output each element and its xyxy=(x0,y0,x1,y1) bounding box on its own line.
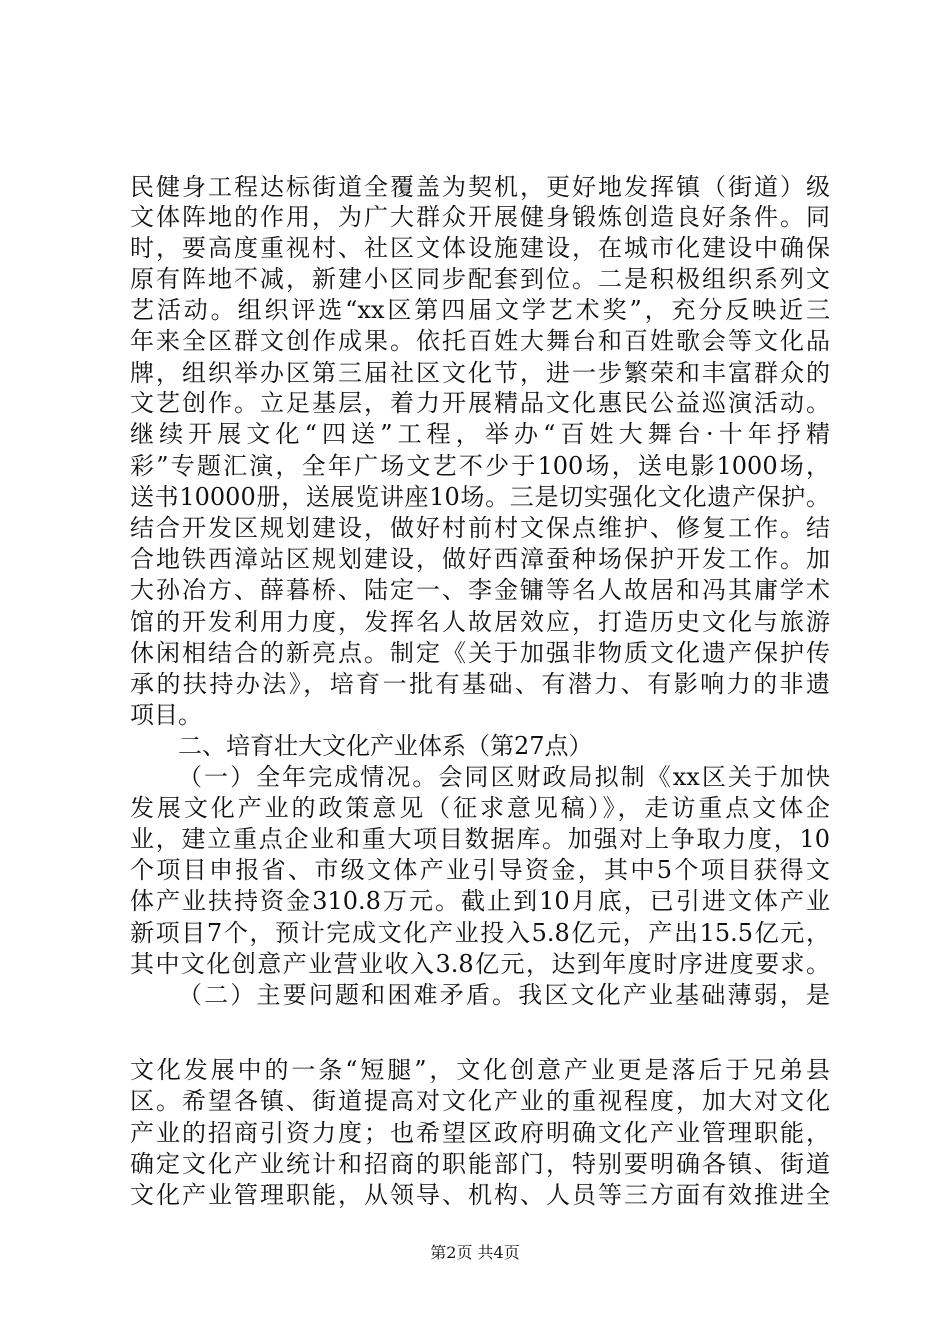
text-line: 个项目申报省、市级文体产业引导资金，其中5个项目获得文 xyxy=(130,856,830,884)
text-line: 体产业扶持资金310.8万元。截止到10月底，已引进文体产业 xyxy=(130,887,830,915)
text-line: 大孙冶方、薛暮桥、陆定一、李金镛等名人故居和冯其庸学术 xyxy=(130,576,830,604)
text-line: 发展文化产业的政策意见（征求意见稿）》，走访重点文体企 xyxy=(130,794,830,822)
text-line: （二）主要问题和困难矛盾。我区文化产业基础薄弱，是 xyxy=(178,981,830,1009)
text-line: 时，要高度重视村、社区文体设施建设，在城市化建设中确保 xyxy=(130,234,830,262)
text-line: 项目。 xyxy=(130,701,202,729)
text-line: 牌，组织举办区第三届社区文化节，进一步繁荣和丰富群众的 xyxy=(130,359,830,387)
text-line: 产业的招商引资力度；也希望区政府明确文化产业管理职能， xyxy=(130,1119,830,1147)
page-footer: 第2页 共4页 xyxy=(430,1243,520,1262)
text-line: 区。希望各镇、街道提高对文化产业的重视程度，加大对文化 xyxy=(130,1087,830,1115)
section-heading: 二、培育壮大文化产业体系（第27点） xyxy=(178,732,593,760)
text-line: （一）全年完成情况。会同区财政局拟制《xx区关于加快 xyxy=(178,763,830,791)
text-line: 合地铁西漳站区规划建设，做好西漳蚕种场保护开发工作。加 xyxy=(130,545,830,573)
text-line: 彩”专题汇演，全年广场文艺不少于100场，送电影1000场， xyxy=(130,452,830,480)
text-line: 送书10000册，送展览讲座10场。三是切实强化文化遗产保护。 xyxy=(130,483,830,511)
text-line: 文化发展中的一条“短腿”，文化创意产业更是落后于兄弟县 xyxy=(130,1056,830,1084)
text-line: 休闲相结合的新亮点。制定《关于加强非物质文化遗产保护传 xyxy=(130,639,830,667)
text-line: 其中文化创意产业营业收入3.8亿元，达到年度时序进度要求。 xyxy=(130,950,830,978)
text-line: 文化产业管理职能，从领导、机构、人员等三方面有效推进全 xyxy=(130,1181,830,1209)
text-line: 继续开展文化“四送”工程，举办“百姓大舞台·十年抒精 xyxy=(130,420,830,448)
text-line: 承的扶持办法》，培育一批有基础、有潜力、有影响力的非遗 xyxy=(130,670,830,698)
text-line: 文体阵地的作用，为广大群众开展健身锻炼创造良好条件。同 xyxy=(130,203,830,231)
text-line: 馆的开发利用力度，发挥名人故居效应，打造历史文化与旅游 xyxy=(130,608,830,636)
text-line: 结合开发区规划建设，做好村前村文保点维护、修复工作。结 xyxy=(130,514,830,542)
text-line: 年来全区群文创作成果。依托百姓大舞台和百姓歌会等文化品 xyxy=(130,327,830,355)
text-line: 确定文化产业统计和招商的职能部门，特别要明确各镇、街道 xyxy=(130,1150,830,1178)
text-line: 艺活动。组织评选“xx区第四届文学艺术奖”，充分反映近三 xyxy=(130,296,830,324)
text-line: 新项目7个，预计完成文化产业投入5.8亿元，产出15.5亿元， xyxy=(130,919,830,947)
text-line: 文艺创作。立足基层，着力开展精品文化惠民公益巡演活动。 xyxy=(130,389,830,417)
text-line: 原有阵地不减，新建小区同步配套到位。二是积极组织系列文 xyxy=(130,265,830,293)
text-line: 业，建立重点企业和重大项目数据库。加强对上争取力度，10 xyxy=(130,825,830,853)
text-line: 民健身工程达标街道全覆盖为契机，更好地发挥镇（街道）级 xyxy=(130,173,830,201)
